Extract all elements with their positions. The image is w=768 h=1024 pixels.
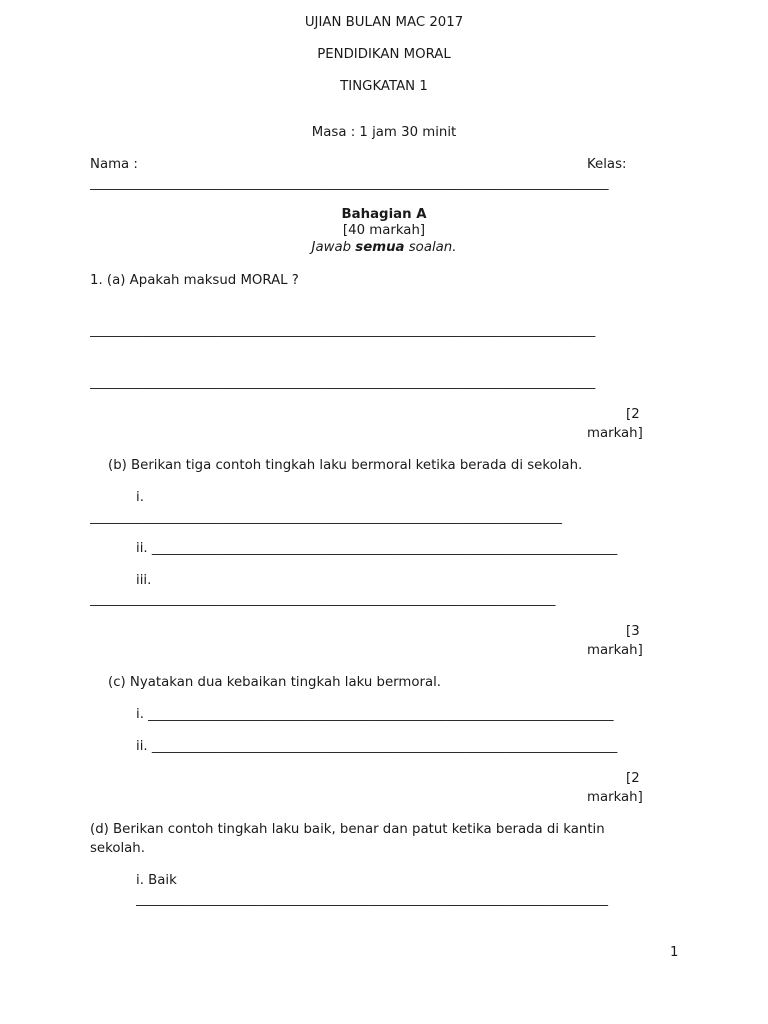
class-label: Kelas: xyxy=(587,157,627,172)
exam-title: UJIAN BULAN MAC 2017 xyxy=(304,15,464,30)
answer-line-1b-iii[interactable]: ______________________________________________________________________ xyxy=(90,592,556,607)
question-1b: (b) Berikan tiga contoh tingkah laku bermoral ketika berada di sekolah. xyxy=(108,458,583,473)
duration-text: Masa : 1 jam 30 minit xyxy=(311,125,457,140)
marks-1a-open: [2 xyxy=(626,407,640,422)
question-1c: (c) Nyatakan dua kebaikan tingkah laku bermoral. xyxy=(108,675,442,690)
instruction-pre: Jawab xyxy=(311,240,356,255)
instruction-post: soalan. xyxy=(404,240,457,255)
question-1d-line1: (d) Berikan contoh tingkah laku baik, benar dan patut ketika berada di kantin xyxy=(90,822,605,837)
header-divider: ______________________________________________________________________________ xyxy=(90,176,609,191)
item-1b-iii-label: iii. xyxy=(136,573,152,588)
page-number: 1 xyxy=(670,945,679,960)
marks-1c-label: markah] xyxy=(587,790,643,805)
answer-line-1c-ii[interactable]: ii. ______________________________________________________________________ xyxy=(136,739,618,754)
section-marks: [40 markah] xyxy=(342,223,426,238)
marks-1b-label: markah] xyxy=(587,643,643,658)
question-1d-line2: sekolah. xyxy=(90,841,145,856)
marks-1a-label: markah] xyxy=(587,426,643,441)
answer-line-1b-i[interactable]: _______________________________________________________________________ xyxy=(90,510,563,525)
section-title: Bahagian A xyxy=(341,207,427,222)
section-instruction xyxy=(0,239,768,257)
form-title: TINGKATAN 1 xyxy=(340,79,428,94)
answer-line-1a-1[interactable]: ____________________________________________________________________________ xyxy=(90,323,596,338)
question-1a: 1. (a) Apakah maksud MORAL ? xyxy=(90,273,299,288)
answer-line-1d-i[interactable]: _______________________________________________________________________ xyxy=(136,892,609,907)
marks-1c-open: [2 xyxy=(626,771,640,786)
answer-line-1c-i[interactable]: i. ______________________________________________________________________ xyxy=(136,707,614,722)
answer-line-1a-2[interactable]: ____________________________________________________________________________ xyxy=(90,375,596,390)
instruction-emphasis: semua xyxy=(355,240,405,255)
item-1d-i-label: i. Baik xyxy=(136,873,177,888)
marks-1b-open: [3 xyxy=(626,624,640,639)
subject-title: PENDIDIKAN MORAL xyxy=(317,47,451,62)
answer-line-1b-ii[interactable]: ii. ______________________________________________________________________ xyxy=(136,541,618,556)
item-1b-i-label: i. xyxy=(136,490,144,505)
name-label: Nama : xyxy=(90,157,138,172)
